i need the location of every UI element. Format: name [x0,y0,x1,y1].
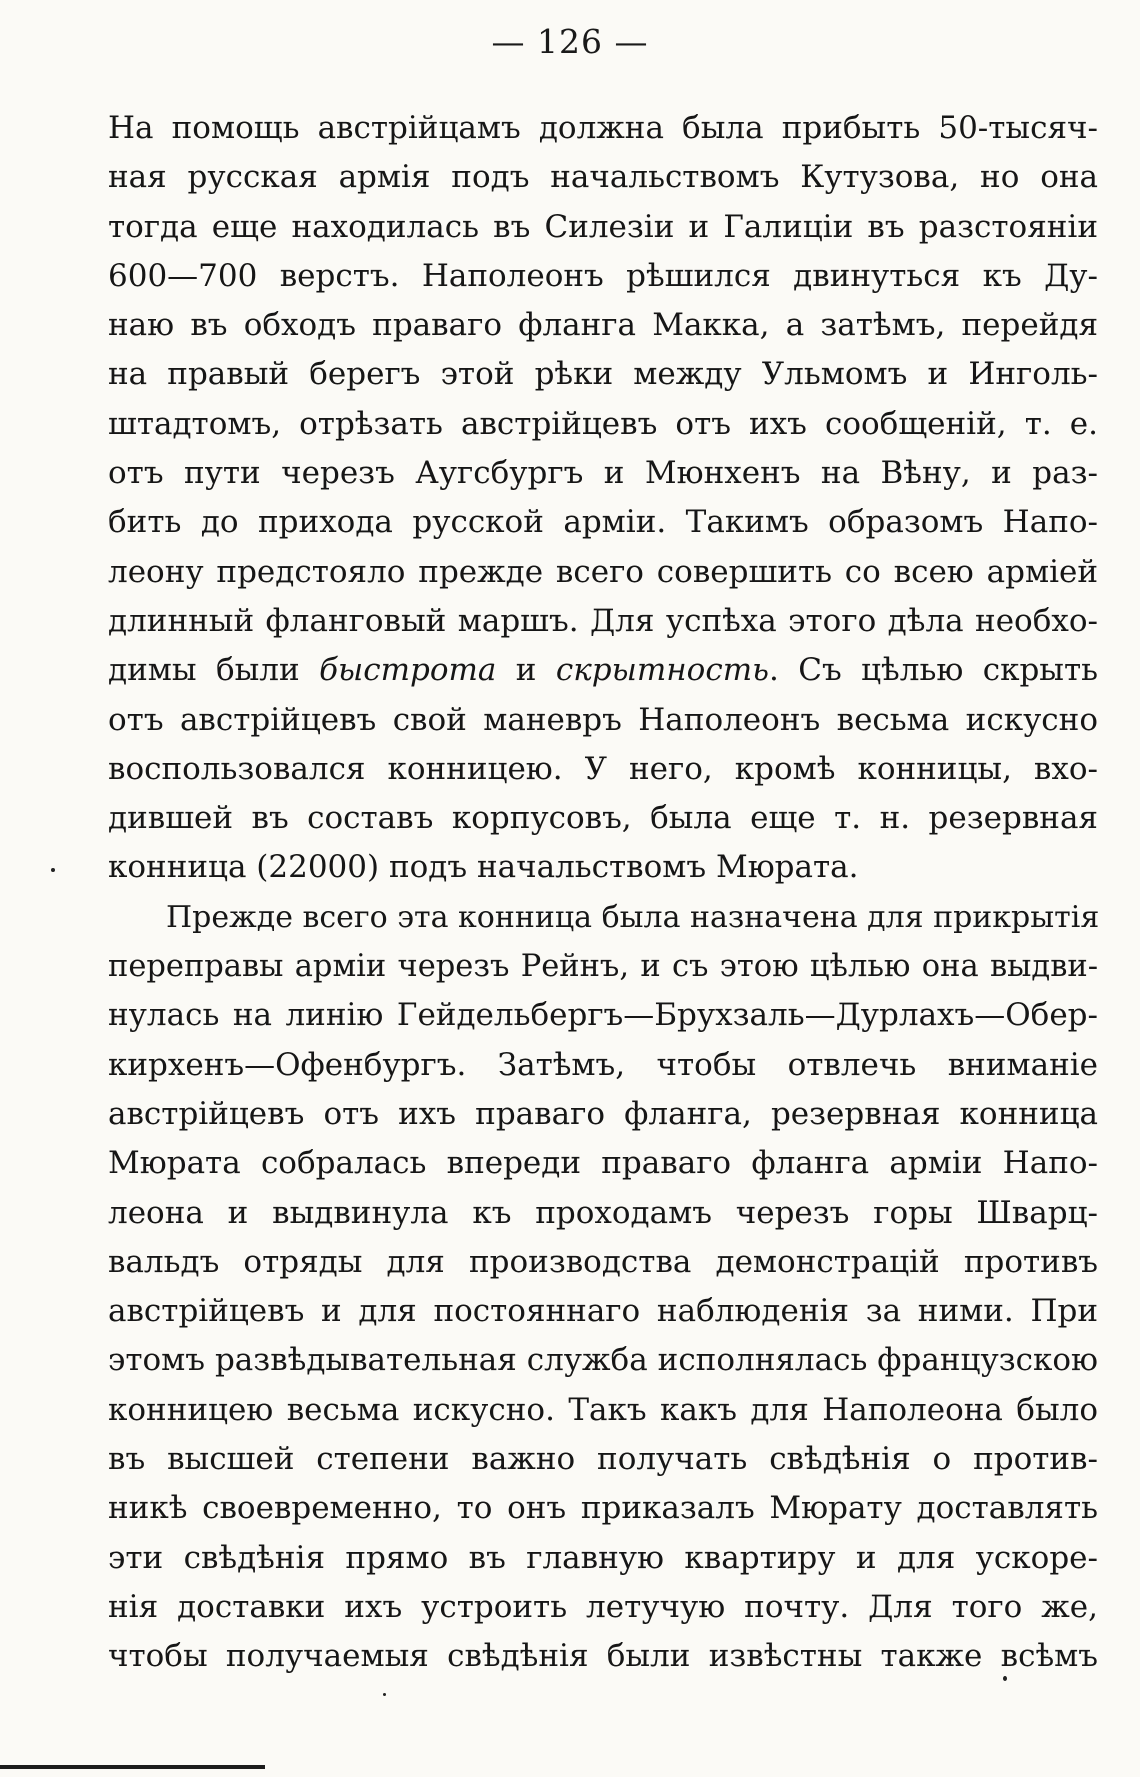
text-line: длинный фланговый маршъ. Для успѣха этого дѣла необхо- [108,602,1098,639]
text-line: конница (22000) подъ начальствомъ Мюрата. [108,849,859,886]
paragraph-1 [108,104,1098,893]
text-run: димы были [108,652,320,689]
text-line: этомъ развѣдывательная служба исполнялась французскою [108,1342,1098,1379]
text-line: отъ пути черезъ Аугсбургъ и Мюнхенъ на Вѣну, и раз- [108,455,1098,492]
bottom-rule [0,1765,265,1769]
text-line: леона и выдвинула къ проходамъ черезъ горы Шварц- [108,1194,1098,1231]
text-line: австрійцевъ отъ ихъ праваго фланга, резервная конница [108,1095,1098,1132]
text-line: никѣ своевременно, то онъ приказалъ Мюрату доставлять [108,1490,1098,1527]
ink-speck [51,868,55,872]
text-line: наю въ обходъ праваго фланга Макка, а затѣмъ, перейдя [108,307,1098,344]
text-line: на правый берегъ этой рѣки между Ульмомъ и Инголь- [108,356,1098,393]
text-line: австрійцевъ и для постояннаго наблюденія за ними. При [108,1293,1098,1330]
text-line: дившей въ составъ корпусовъ, была еще т. н. резервная [108,800,1098,837]
text-line: въ высшей степени важно получать свѣдѣнія о против- [108,1441,1098,1478]
text-line: отъ австрійцевъ свой маневръ Наполеонъ весьма искусно [108,701,1098,738]
text-line: чтобы получаемыя свѣдѣнія были извѣстны также всѣмъ [108,1638,1098,1675]
text-line: вальдъ отряды для производства демонстрацій противъ [108,1243,1098,1280]
text-line: ная русская армія подъ начальствомъ Кутузова, но она [108,159,1098,196]
text-line: конницею весьма искусно. Такъ какъ для Наполеона было [108,1391,1098,1428]
text-line: переправы арміи черезъ Рейнъ, и съ этою цѣлью она выдви- [108,949,1098,985]
paragraph-2 [108,893,1098,1682]
text-line: Прежде всего эта конница была назначена для прикрытія [166,899,1100,935]
text-line: воспользовался конницею. У него, кромѣ конницы, вхо- [108,750,1098,787]
text-line: тогда еще находилась въ Силезіи и Галиціи въ разстояніи [108,208,1098,245]
text-line: Мюрата собралась впереди праваго фланга арміи Напо- [108,1145,1098,1182]
text-run: и [496,652,556,689]
text-line: бить до прихода русской арміи. Такимъ образомъ Напо- [108,504,1098,541]
text-line: кирхенъ—Офенбургъ. Затѣмъ, чтобы отвлечь вниманіе [108,1046,1098,1083]
text-line: нія доставки ихъ устроить летучую почту. Для того же, [108,1588,1098,1625]
text-run: . Съ цѣлью скрыть [768,652,1099,689]
body-text [108,104,1098,1682]
text-line: нулась на линію Гейдельбергъ—Брухзаль—Дурлахъ—Обер- [108,997,1098,1034]
italic-emphasis: быстрота [319,652,497,689]
text-line: На помощь австрійцамъ должна была прибыть 50-тысяч- [108,110,1098,146]
text-line: эти свѣдѣнія прямо въ главную квартиру и для ускоре- [108,1539,1098,1576]
page-number: — 126 — [491,22,649,61]
italic-emphasis: скрытность [555,652,769,689]
text-line: леону предстояло прежде всего совершить со всею арміей [108,553,1098,590]
text-line: 600—700 верстъ. Наполеонъ рѣшился двинуться къ Ду- [108,257,1098,294]
text-line: штадтомъ, отрѣзать австрійцевъ отъ ихъ сообщеній, т. е. [108,405,1098,442]
ink-speck [383,1693,386,1696]
ink-speck [1003,1676,1007,1681]
text-line-mixed [108,646,1098,695]
